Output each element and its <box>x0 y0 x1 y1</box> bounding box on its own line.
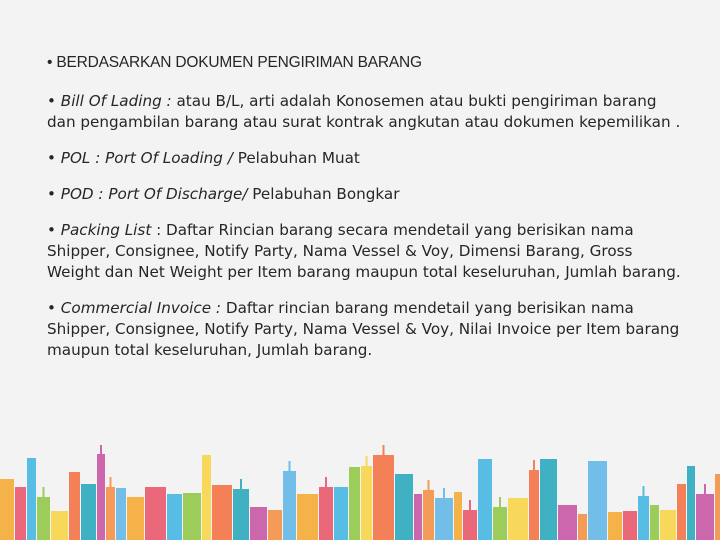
desc-pol: Pelabuhan Muat <box>237 149 360 167</box>
desc-pod: Pelabuhan Bongkar <box>252 185 400 203</box>
bullet: • <box>47 149 61 167</box>
term-pod: POD : Port Of Discharge/ <box>60 185 253 203</box>
term-packing-list: Packing List <box>60 221 157 239</box>
slide-body <box>47 52 687 376</box>
bullet: • <box>47 299 61 317</box>
list-item-packing-list <box>47 220 687 283</box>
term-commercial-invoice: Commercial Invoice : <box>60 299 226 317</box>
list-item-pod <box>47 184 687 205</box>
list-item-pol <box>47 148 687 169</box>
desc-packing-list: : Daftar Rincian barang secara mendetail yang berisikan nama Shipper, Consignee, Notify Party, Nama Vessel & Voy, Dimensi Barang, Gross Weight dan Net Weight per Item barang maupun total keseluruhan, Jumlah barang. <box>47 221 681 281</box>
bullet: • <box>47 92 61 110</box>
list-item-bill-of-lading <box>47 91 687 133</box>
list-item-commercial-invoice <box>47 298 687 361</box>
term-pol: POL : Port Of Loading / <box>60 149 238 167</box>
bullet: • <box>47 185 61 203</box>
desc-commercial-invoice: Daftar rincian barang mendetail yang berisikan nama Shipper, Consignee, Notify Party, Nama Vessel & Voy, Nilai Invoice per Item barang maupun total keseluruhan, Jumlah barang. <box>47 299 680 359</box>
slide-heading: • BERDASARKAN DOKUMEN PENGIRIMAN BARANG <box>47 54 422 71</box>
desc-bill-of-lading: atau B/L, arti adalah Konosemen atau bukti pengiriman barang dan pengambilan barang atau surat kontrak angkutan atau dokumen kepemilikan . <box>47 92 681 131</box>
bullet: • <box>47 221 61 239</box>
city-skyline-decoration <box>0 445 720 540</box>
term-bill-of-lading: Bill Of Lading : <box>60 92 177 110</box>
